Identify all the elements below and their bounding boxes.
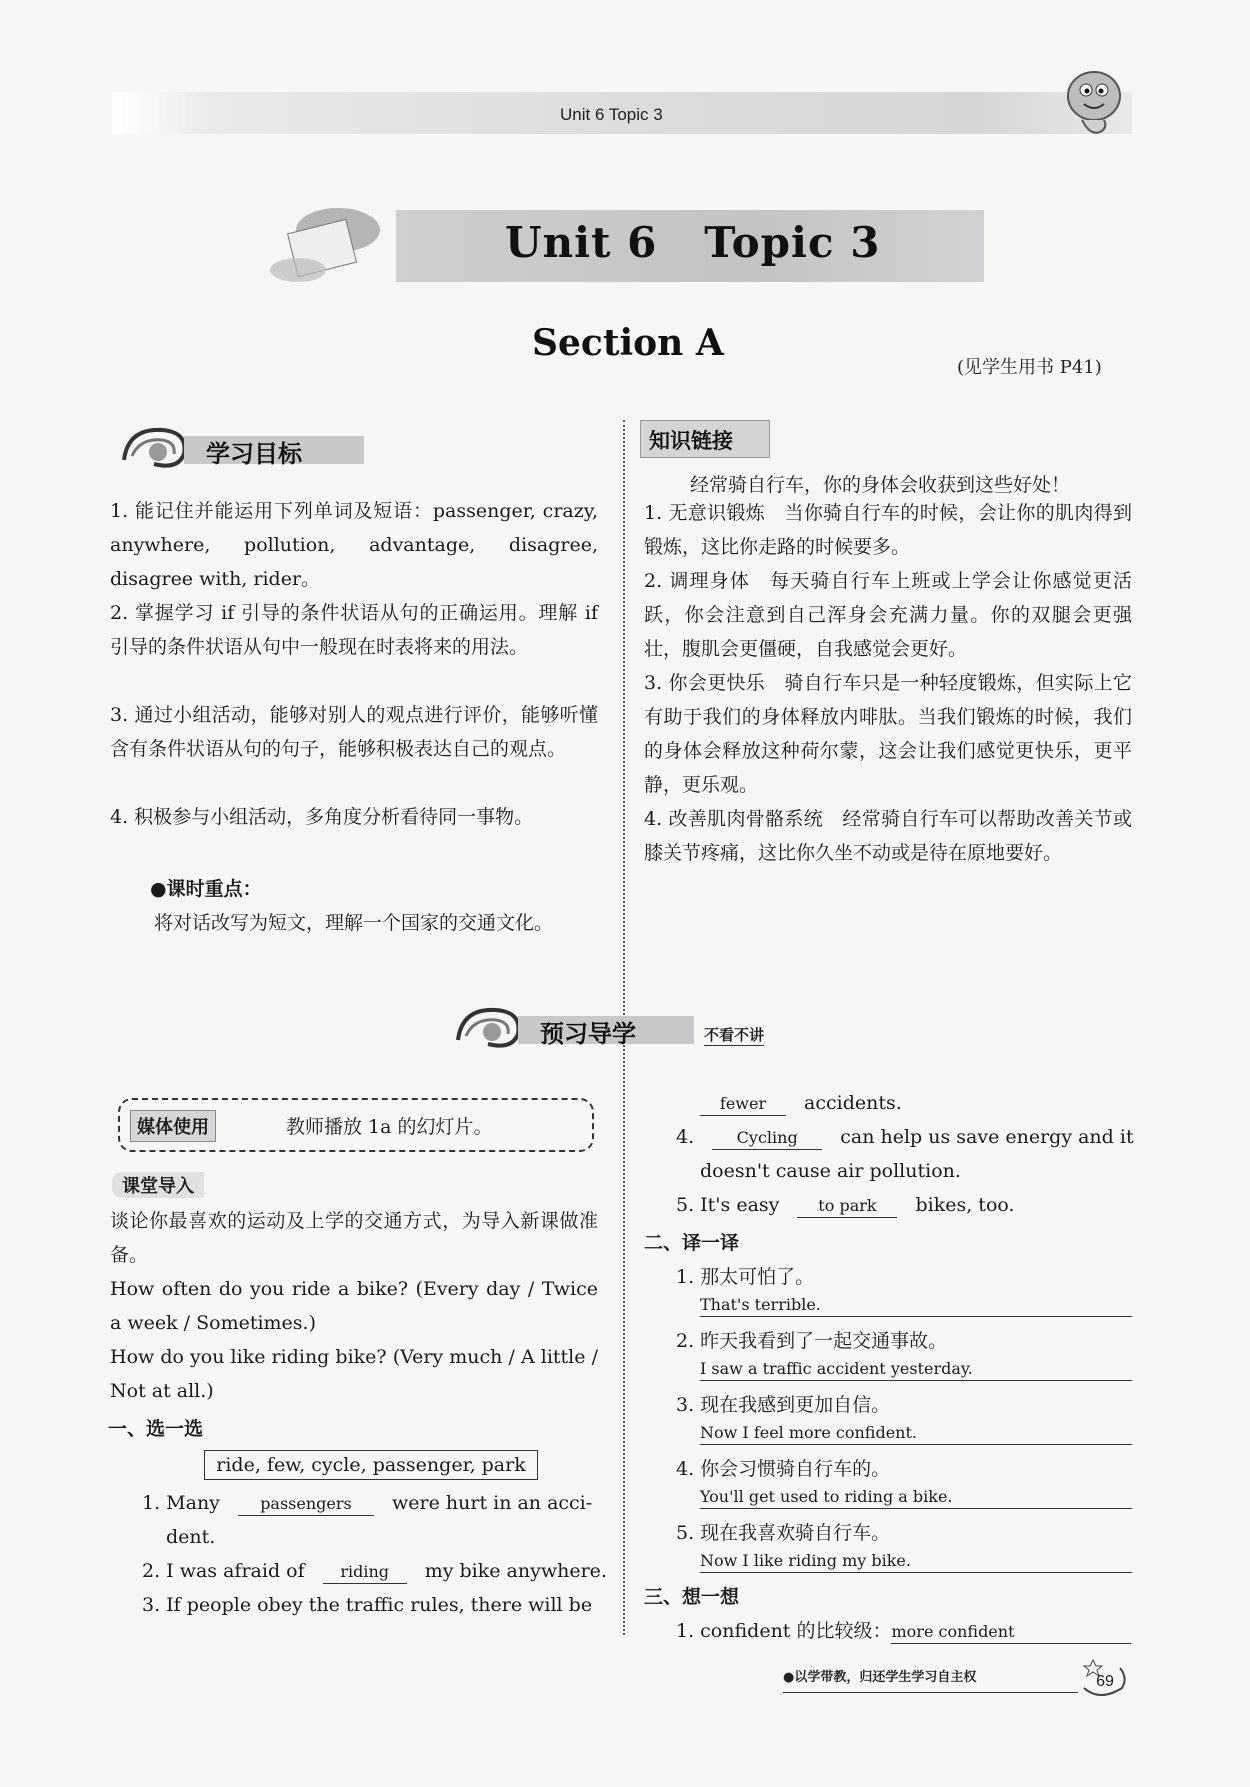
item-1: 1. Many passengers were hurt in an acci- xyxy=(142,1492,593,1514)
goal-4: 4. 积极参与小组活动，多角度分析看待同一事物。 xyxy=(110,806,534,828)
running-title: Unit 6 Topic 3 xyxy=(560,105,663,124)
answer-blank[interactable]: more confident xyxy=(891,1621,1131,1644)
translation-a1[interactable]: That's terrible. xyxy=(700,1294,1132,1317)
intro-label: 课堂导入 xyxy=(112,1172,204,1198)
word-box: ride, few, cycle, passenger, park xyxy=(204,1450,538,1480)
media-text: 教师播放 1a 的幻灯片。 xyxy=(286,1116,493,1138)
benefit-2: 2. 调理身体 每天骑自行车上班或上学会让你感觉更活跃，你会注意到自己浑身会充满力量。你的双腿会更强壮，腹肌会更僵硬，自我感觉会更好。 xyxy=(644,570,1132,660)
preview-heading: 预习导学 xyxy=(452,1000,702,1052)
key-point-label: ●课时重点： xyxy=(150,878,262,900)
mascot-icon xyxy=(1060,62,1128,142)
goal-3: 3. 通过小组活动，能够对别人的观点进行评价，能够听懂含有条件状语从句的句子，能够积极表达自己的观点。 xyxy=(110,704,598,760)
benefit-1: 1. 无意识锻炼 当你骑自行车的时候，会让你的肌肉得到锻炼，这比你走路的时候要多。 xyxy=(644,502,1132,558)
answer-blank[interactable]: fewer xyxy=(700,1093,786,1116)
translation-a2[interactable]: I saw a traffic accident yesterday. xyxy=(700,1358,1132,1381)
benefit-4: 4. 改善肌肉骨骼系统 经常骑自行车可以帮助改善关节或膝关节疼痛，这比你久坐不动或是待在原地要好。 xyxy=(644,808,1132,864)
unit-title: Unit 6 Topic 3 xyxy=(505,218,881,267)
part3-heading: 三、想一想 xyxy=(644,1586,740,1608)
translation-q2: 2. 昨天我看到了一起交通事故。 xyxy=(676,1330,948,1352)
answer-blank[interactable]: riding xyxy=(323,1561,407,1584)
part2-heading: 二、译一译 xyxy=(644,1232,740,1254)
translation-a4[interactable]: You'll get used to riding a bike. xyxy=(700,1486,1132,1509)
goal-2: 2. 掌握学习 if 引导的条件状语从句的正确运用。理解 if 引导的条件状语从句中一般现在时表将来的用法。 xyxy=(110,602,598,658)
answer-blank[interactable]: Cycling xyxy=(712,1127,822,1150)
question-2: How do you like riding bike? (Very much / A little / Not at all.) xyxy=(110,1346,598,1402)
media-box xyxy=(118,1098,594,1152)
intro-text: 谈论你最喜欢的运动及上学的交通方式，为导入新课做准备。 xyxy=(110,1210,598,1266)
preview-hint: 不看不讲 xyxy=(704,1026,765,1044)
benefit-3: 3. 你会更快乐 骑自行车只是一种轻度锻炼，但实际上它有助于我们的身体释放内啡肽。当我们锻炼的时候，我们的身体会释放这种荷尔蒙，这会让我们感觉更快乐，更平静，更乐观。 xyxy=(644,672,1132,796)
page-number: 69 xyxy=(1096,1673,1114,1690)
question-1: How often do you ride a bike? (Every day / Twice a week / Sometimes.) xyxy=(110,1278,598,1334)
translation-a3[interactable]: Now I feel more confident. xyxy=(700,1422,1132,1445)
footer-slogan: ●以学带教，归还学生学习自主权 xyxy=(783,1670,977,1685)
link-heading: 知识链接 xyxy=(640,420,770,458)
media-tag: 媒体使用 xyxy=(130,1110,216,1142)
item-1-cont: dent. xyxy=(166,1526,216,1548)
translation-q1: 1. 那太可怕了。 xyxy=(676,1266,815,1288)
section-title: Section A xyxy=(532,322,724,364)
translation-q5: 5. 现在我喜欢骑自行车。 xyxy=(676,1522,891,1544)
item-3: 3. If people obey the traffic rules, there will be xyxy=(142,1594,593,1616)
page-reference: (见学生用书 P41) xyxy=(957,357,1102,378)
translation-a5[interactable]: Now I like riding my bike. xyxy=(700,1550,1132,1573)
answer-blank[interactable]: to park xyxy=(797,1195,897,1218)
key-point-text: 将对话改写为短文，理解一个国家的交通文化。 xyxy=(154,912,554,934)
link-intro: 经常骑自行车，你的身体会收获到这些好处！ xyxy=(690,474,1071,496)
fill-5: 5. It's easy to park bikes, too. xyxy=(676,1194,1015,1216)
item-2: 2. I was afraid of riding my bike anywhere. xyxy=(142,1560,607,1582)
goal-1: 1. 能记住并能运用下列单词及短语：passenger, crazy, anywhere, pollution, advantage, disagree, disagree with, rider。 xyxy=(110,500,598,590)
fill-4: 4. Cycling can help us save energy and it xyxy=(676,1126,1134,1148)
fill-3-cont: fewer accidents. xyxy=(700,1092,902,1116)
title-decoration-icon xyxy=(268,190,398,286)
answer-blank[interactable]: passengers xyxy=(238,1493,374,1516)
translation-q3: 3. 现在我感到更加自信。 xyxy=(676,1394,891,1416)
part1-heading: 一、选一选 xyxy=(108,1418,204,1440)
goals-heading: 学习目标 xyxy=(118,420,378,472)
translation-q4: 4. 你会习惯骑自行车的。 xyxy=(676,1458,891,1480)
think-question: 1. confident 的比较级：more confident xyxy=(676,1616,1131,1644)
fill-4-cont: doesn't cause air pollution. xyxy=(700,1160,961,1182)
footer-rule xyxy=(783,1692,1078,1693)
